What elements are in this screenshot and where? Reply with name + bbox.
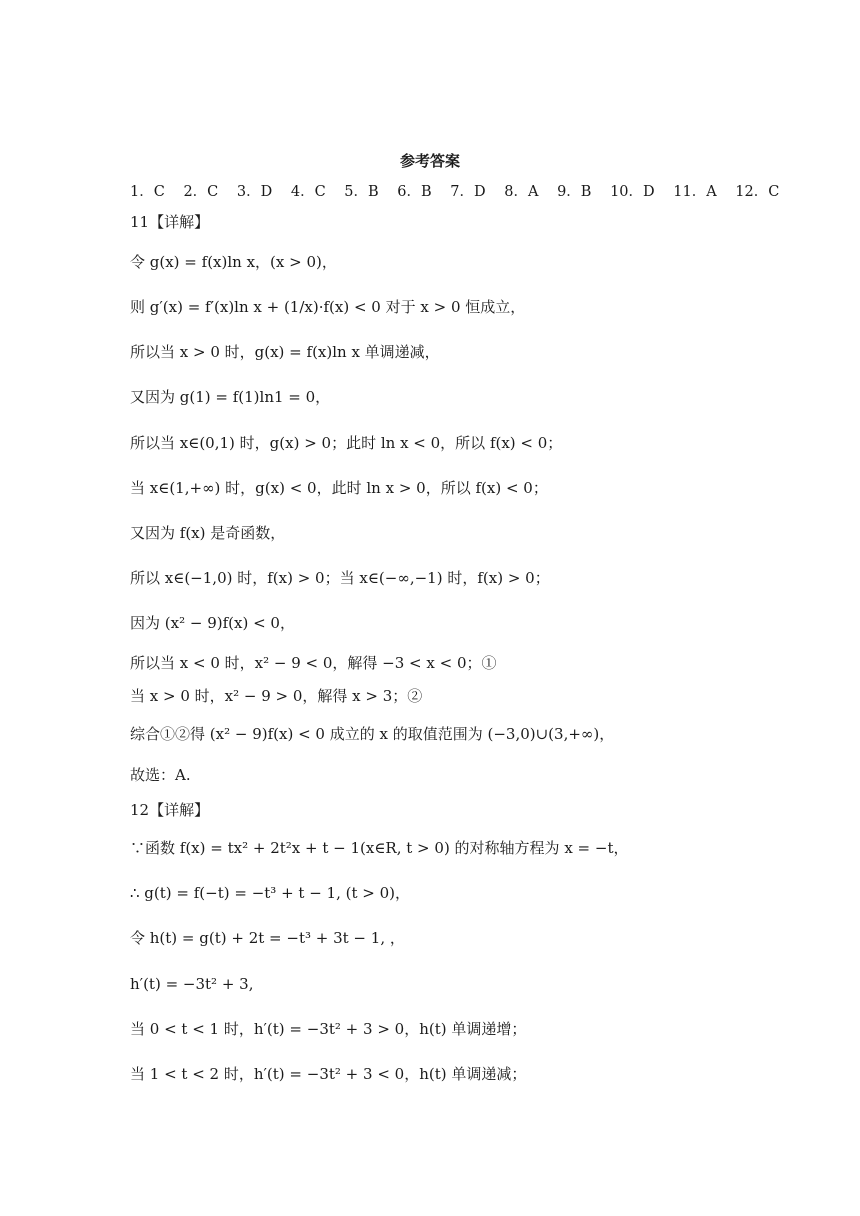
q11-line-13: 故选：A. [130,766,191,784]
q11-line-8: 所以 x∈(−1,0) 时，f(x) > 0；当 x∈(−∞,−1) 时，f(x) > 0； [130,569,550,587]
q11-line-1: 令 g(x) = f(x)ln x，(x > 0)， [130,253,337,271]
q12-line-2: ∴ g(t) = f(−t) = −t³ + t − 1, (t > 0)， [130,884,411,902]
q11-line-12: 综合①②得 (x² − 9)f(x) < 0 成立的 x 的取值范围为 (−3,0)∪(3,+∞)， [130,725,615,743]
q12-heading: 12【详解】 [130,801,210,819]
q11-line-2: 则 g′(x) = f′(x)ln x + (1/x)·f(x) < 0 对于 x > 0 恒成立， [130,298,526,316]
answer-2: 2．C [183,184,219,200]
q11-line-10: 所以当 x < 0 时，x² − 9 < 0，解得 −3 < x < 0；① [130,654,497,672]
answer-11: 11．A [673,184,717,200]
answer-6: 6．B [397,184,432,200]
page-title: 参考答案 [399,152,460,170]
q11-line-9: 因为 (x² − 9)f(x) < 0， [130,614,295,632]
q12-line-4: h′(t) = −3t² + 3, [130,975,254,993]
answer-3: 3．D [236,184,273,200]
answer-9: 9．B [557,184,592,200]
q11-heading: 11【详解】 [130,213,210,231]
answer-4: 4．C [290,184,326,200]
q11-line-6: 当 x∈(1,+∞) 时，g(x) < 0，此时 ln x > 0，所以 f(x) < 0； [130,479,548,497]
q11-line-7: 又因为 f(x) 是奇函数， [130,524,286,542]
q12-line-3: 令 h(t) = g(t) + 2t = −t³ + 3t − 1, ， [130,929,405,947]
q11-line-5: 所以当 x∈(0,1) 时，g(x) > 0；此时 ln x < 0，所以 f(x) < 0； [130,434,563,452]
q11-line-4: 又因为 g(1) = f(1)ln1 = 0， [130,388,331,406]
q11-line-3: 所以当 x > 0 时，g(x) = f(x)ln x 单调递减， [130,343,440,361]
answer-10: 10．D [610,184,655,200]
answer-5: 5．B [344,184,379,200]
answer-12: 12．C [735,184,780,200]
q12-line-1: ∵函数 f(x) = tx² + 2t²x + t − 1(x∈R, t > 0) 的对称轴方程为 x = −t， [130,839,629,857]
answer-key [130,180,793,201]
answer-8: 8．A [504,184,539,200]
q11-line-11: 当 x > 0 时，x² − 9 > 0，解得 x > 3；② [130,687,423,705]
answer-7: 7．D [450,184,486,200]
answer-1: 1．C [130,184,165,200]
q12-line-6: 当 1 < t < 2 时，h′(t) = −3t² + 3 < 0，h(t) 单调递减； [130,1065,527,1083]
q12-line-5: 当 0 < t < 1 时，h′(t) = −3t² + 3 > 0，h(t) 单调递增； [130,1020,527,1038]
